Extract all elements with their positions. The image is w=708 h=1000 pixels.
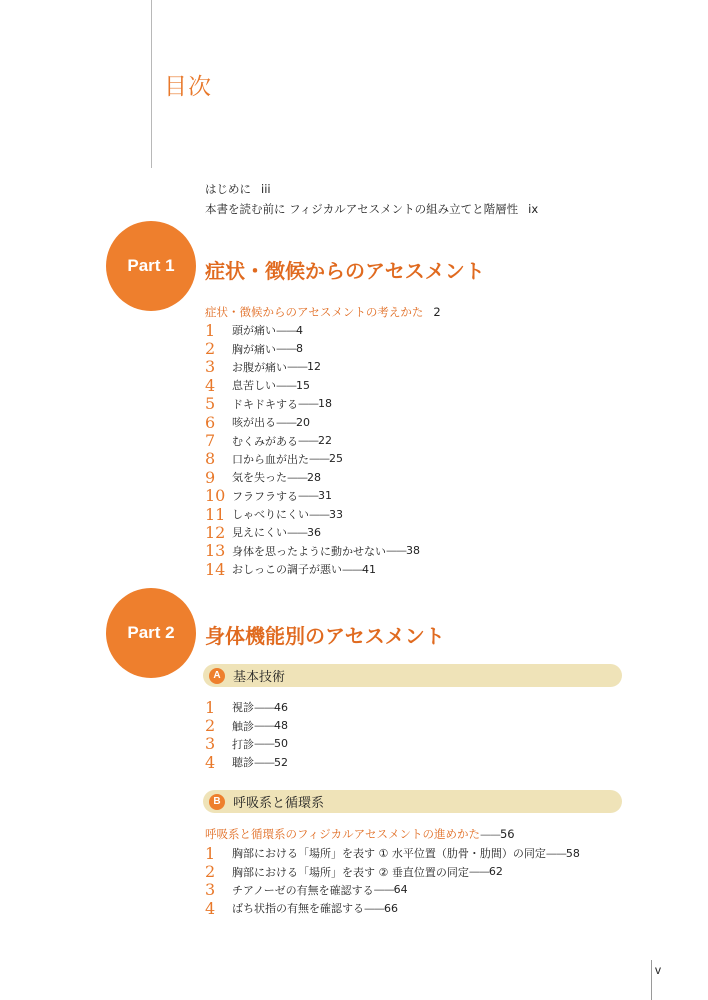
- entry-number: 1: [205, 697, 216, 717]
- entry-page: 8: [296, 342, 303, 356]
- entry-text: おしっこの調子が悪い: [232, 563, 342, 577]
- leader-dash: ——: [254, 719, 274, 733]
- entry-text: 視診: [232, 701, 254, 715]
- toc-entry[interactable]: [205, 698, 288, 716]
- entry-page: 58: [565, 846, 580, 860]
- entry-page: 18: [318, 397, 332, 411]
- entry-page: 12: [307, 360, 321, 374]
- entry-text: むくみがある: [232, 434, 298, 448]
- entry-page: 31: [318, 489, 332, 503]
- entry-text: お腹が痛い: [232, 360, 287, 374]
- entry-text: しゃべりにくい: [232, 508, 309, 522]
- toc-entry[interactable]: [205, 523, 420, 541]
- toc-intro-entry[interactable]: [205, 201, 538, 217]
- toc-entry[interactable]: [205, 899, 580, 917]
- section-b-entry-list: [205, 844, 580, 918]
- leader-dash: ——: [276, 342, 296, 356]
- leader-dash: ——: [287, 470, 307, 484]
- entry-page: 28: [307, 470, 321, 484]
- entry-page: 20: [296, 415, 310, 429]
- entry-text: 口から血が出た: [232, 452, 309, 466]
- leader-dash: ——: [545, 846, 566, 860]
- entry-page: 41: [362, 562, 376, 576]
- toc-entry[interactable]: [205, 844, 580, 862]
- entry-number: 9: [205, 467, 216, 487]
- entry-text: 身体を思ったように動かせない: [232, 544, 386, 558]
- entry-number: 12: [205, 523, 226, 542]
- leader-dash: ——: [287, 360, 307, 374]
- toc-entry[interactable]: [205, 505, 420, 523]
- entry-page: 36: [307, 525, 321, 539]
- leader-dash: ——: [386, 544, 406, 558]
- toc-entry[interactable]: [205, 716, 288, 734]
- entry-text: はじめに: [205, 182, 251, 196]
- toc-entry[interactable]: [205, 431, 420, 449]
- entry-page: 25: [329, 452, 343, 466]
- toc-entry[interactable]: [205, 450, 420, 468]
- toc-entry[interactable]: [205, 542, 420, 560]
- entry-text: 気を失った: [232, 471, 287, 485]
- leader-dash: ——: [254, 755, 274, 769]
- entry-number: 7: [205, 431, 216, 451]
- entry-page: ix: [528, 202, 539, 216]
- folio-rule: [651, 960, 652, 1000]
- entry-text: フラフラする: [232, 489, 298, 503]
- entry-number: 4: [205, 375, 216, 395]
- entry-number: 3: [205, 734, 216, 754]
- entry-number: 13: [205, 541, 226, 561]
- entry-page: 64: [393, 883, 408, 897]
- leader-dash: ——: [254, 700, 274, 714]
- entry-page: 22: [318, 434, 332, 448]
- leader-dash: ——: [468, 865, 489, 879]
- toc-entry[interactable]: [205, 735, 288, 753]
- entry-text: 打診: [232, 737, 254, 751]
- part-1-intro-entry[interactable]: [205, 304, 441, 320]
- entry-page: 4: [296, 323, 303, 337]
- part-2-title[interactable]: 身体機能別のアセスメント: [205, 624, 445, 648]
- toc-entry[interactable]: [205, 413, 420, 431]
- entry-text: 聴診: [232, 756, 254, 770]
- leader-dash: ——: [298, 434, 318, 448]
- leader-dash: ——: [479, 828, 500, 841]
- entry-text: チアノーゼの有無を確認する: [232, 883, 374, 897]
- entry-text: 息苦しい: [232, 379, 276, 393]
- part-1-badge: Part 1: [106, 221, 196, 311]
- leader-dash: ——: [276, 415, 296, 429]
- entry-number: 3: [205, 357, 216, 377]
- entry-number: 2: [205, 862, 216, 882]
- leader-dash: ——: [276, 323, 296, 337]
- toc-intro-entry[interactable]: [205, 181, 271, 197]
- section-a-entry-list: [205, 698, 288, 772]
- section-a-header[interactable]: [203, 664, 622, 687]
- entry-text: 胸部における「場所」を表す ① 水平位置（肋骨・肋間）の同定: [232, 847, 546, 861]
- section-b-label: 呼吸系と循環系: [233, 796, 325, 811]
- entry-text: 胸が痛い: [232, 342, 276, 356]
- entry-text: 本書を読む前に フィジカルアセスメントの組み立てと階層性: [205, 202, 519, 216]
- entry-text: 触診: [232, 719, 254, 733]
- entry-page: 48: [274, 719, 288, 733]
- section-a-label: 基本技術: [233, 670, 286, 685]
- entry-number: 8: [205, 449, 216, 469]
- entry-page: 38: [406, 544, 420, 558]
- leader-dash: ——: [364, 901, 384, 915]
- toc-entry[interactable]: [205, 321, 420, 339]
- top-rule: [151, 0, 152, 168]
- entry-text: 呼吸系と循環系のフィジカルアセスメントの進めかた: [205, 827, 480, 841]
- entry-page: 66: [384, 901, 398, 915]
- page-title: 目次: [164, 74, 212, 100]
- entry-page: 52: [274, 755, 288, 769]
- toc-entry[interactable]: [205, 881, 580, 899]
- entry-page: 15: [296, 378, 310, 392]
- leader-dash: ——: [342, 562, 362, 576]
- part-1-entry-list: [205, 321, 420, 578]
- entry-number: 14: [205, 559, 226, 579]
- entry-text: 咳が出る: [232, 416, 276, 430]
- section-b-header[interactable]: [203, 790, 622, 813]
- entry-text: ばち状指の有無を確認する: [232, 902, 364, 916]
- toc-entry[interactable]: [205, 339, 420, 357]
- toc-entry[interactable]: [205, 753, 288, 771]
- entry-number: 1: [205, 320, 216, 340]
- entry-page: 50: [274, 737, 288, 751]
- entry-number: 5: [205, 394, 216, 414]
- leader-dash: ——: [254, 737, 274, 751]
- toc-entry[interactable]: [205, 468, 420, 486]
- leader-dash: ——: [298, 397, 318, 411]
- entry-page: 56: [499, 827, 515, 841]
- toc-entry[interactable]: [205, 376, 420, 394]
- entry-number: 2: [205, 339, 216, 359]
- section-b-intro-entry[interactable]: [205, 826, 515, 842]
- leader-dash: ——: [309, 452, 329, 466]
- leader-dash: ——: [298, 489, 318, 503]
- entry-text: 症状・徴候からのアセスメントの考えかた: [205, 305, 424, 319]
- entry-page: 46: [274, 700, 288, 714]
- leader-dash: ——: [287, 525, 307, 539]
- entry-page: 62: [488, 865, 503, 879]
- toc-entry[interactable]: [205, 395, 420, 413]
- entry-text: 頭が痛い: [232, 324, 276, 338]
- leader-dash: ——: [373, 883, 394, 897]
- section-b-badge: B: [209, 794, 225, 810]
- entry-text: ドキドキする: [232, 397, 298, 411]
- entry-number: 2: [205, 716, 216, 736]
- toc-entry[interactable]: [205, 560, 420, 578]
- part-2-badge: Part 2: [106, 588, 196, 678]
- toc-entry[interactable]: [205, 358, 420, 376]
- entry-number: 3: [205, 880, 216, 900]
- leader-dash: ——: [309, 507, 329, 521]
- entry-page: iii: [261, 182, 271, 196]
- leader-dash: ——: [276, 378, 296, 392]
- entry-number: 1: [205, 843, 216, 863]
- entry-page: 33: [329, 507, 343, 521]
- entry-number: 6: [205, 412, 216, 432]
- section-a-badge: A: [209, 668, 225, 684]
- part-1-title[interactable]: 症状・徴候からのアセスメント: [205, 259, 485, 283]
- entry-number: 10: [205, 486, 226, 506]
- entry-text: 見えにくい: [232, 526, 287, 540]
- toc-entry[interactable]: [205, 487, 420, 505]
- page-number: v: [655, 963, 661, 977]
- entry-page: 2: [433, 305, 441, 319]
- entry-number: 4: [205, 898, 216, 918]
- entry-number: 11: [205, 504, 226, 524]
- entry-number: 4: [205, 752, 216, 772]
- entry-text: 胸部における「場所」を表す ② 垂直位置の同定: [232, 865, 469, 879]
- toc-entry[interactable]: [205, 862, 580, 880]
